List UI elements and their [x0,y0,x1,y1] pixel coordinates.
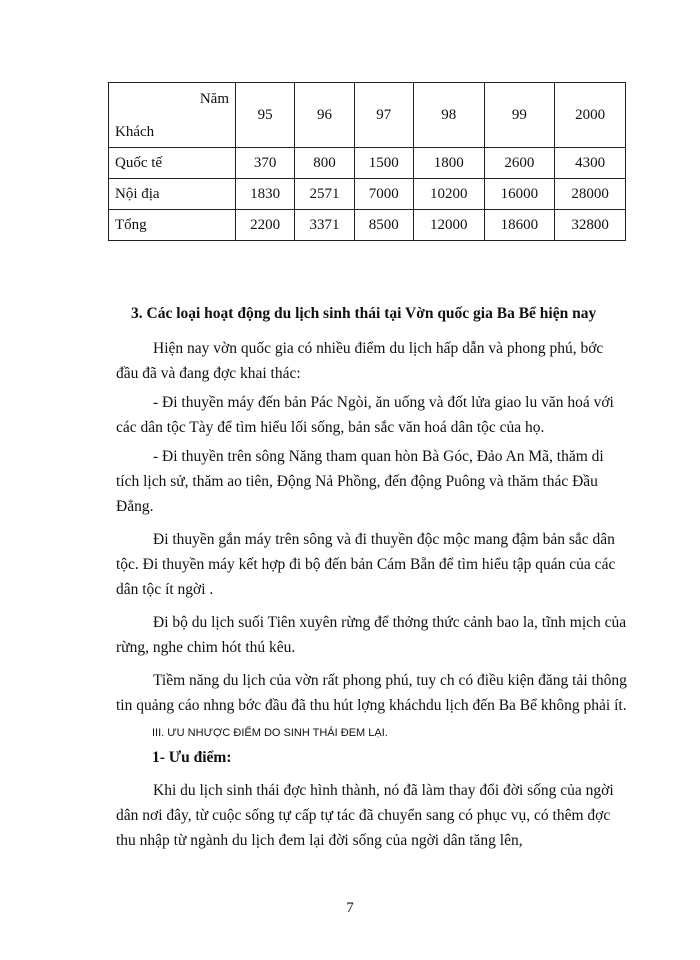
table-cell: 4300 [555,148,626,179]
table-row [109,148,626,179]
table-cell: 10200 [413,179,484,210]
paragraph: Hiện nay vờn quốc gia có nhiều điểm du lịch hấp dẫn và phong phú, bớc đầu đã và đang đợc khai thác: [116,340,604,382]
visitor-table [108,82,626,241]
table-cell: 7000 [354,179,413,210]
table-cell: 1830 [236,179,295,210]
table-cell: 32800 [555,210,626,241]
table-row [109,210,626,241]
table-cell: 18600 [484,210,555,241]
corner-visitor-label: Khách [115,124,155,140]
year-header: 96 [295,83,354,148]
year-header: 95 [236,83,295,148]
table-cell: 16000 [484,179,555,210]
paragraph: Đi bộ du lịch suối Tiên xuyên rừng để thởng thức cảnh bao la, tĩnh mịch của rừng, nghe chim hót thú kêu. [116,614,627,656]
corner-year-label: Năm [199,91,229,107]
year-header: 97 [354,83,413,148]
paragraph: - Đi thuyền máy đến bản Pác Ngòi, ăn uống và đốt lửa giao lu văn hoá với các dân tộc Tày để tìm hiểu lối sống, bản sắc văn hoá dân tộc của họ. [116,394,614,436]
table-cell: 12000 [413,210,484,241]
table-corner-cell [109,83,236,148]
table-cell: 2200 [236,210,295,241]
table-cell: 370 [236,148,295,179]
table-cell: 3371 [295,210,354,241]
table-cell: 800 [295,148,354,179]
table-row [109,179,626,210]
table-cell: 28000 [555,179,626,210]
row-label: Quốc tế [109,148,236,179]
body-text-block [116,336,628,718]
table-header-row [109,83,626,148]
year-header: 98 [413,83,484,148]
table-cell: 2600 [484,148,555,179]
paragraph: Khi du lịch sinh thái đợc hình thành, nó đã làm thay đổi đời sống của ngời dân nơi đây, từ cuộc sống tự cấp tự tác đã chuyển sang có phục vụ, có thêm đợc thu nhập từ ngành du lịch đem lại đời sống của ngời dân tăng lên, [116,782,614,849]
table-cell: 8500 [354,210,413,241]
table-cell: 1800 [413,148,484,179]
paragraph: - Đi thuyền trên sông Năng tham quan hòn Bà Góc, Đảo An Mã, thăm di tích lịch sử, thăm ao tiên, Động Nả Phồng, đến động Puông và thăm thác Đầu Đẳng. [116,448,604,515]
row-label: Nội địa [109,179,236,210]
paragraph: Đi thuyền gắn máy trên sông và đi thuyền độc mộc mang đậm bản sắc dân tộc. Đi thuyền máy kết hợp đi bộ đến bản Cám Bẵn để tìm hiểu tập quán của các dân tộc ít ngời . [116,531,616,598]
paragraph: Tiềm năng du lịch của vờn rất phong phú, tuy ch có điều kiện đăng tải thông tin quảng cáo nhng bớc đầu đã thu hút lợng kháchdu lịch đến Ba Bể không phải ít. [116,672,627,714]
subsection-heading: III. ƯU NHƯỢC ĐIỂM DO SINH THÁI ĐEM LẠI. [152,727,388,739]
page-number: 7 [346,900,354,916]
subsubsection-heading: 1- Ưu điểm: [152,749,232,766]
section-heading: 3. Các loại hoạt động du lịch sinh thái tại Vờn quốc gia Ba Bể hiện nay [131,305,597,322]
table-cell: 1500 [354,148,413,179]
row-label: Tổng [109,210,236,241]
year-header: 2000 [555,83,626,148]
year-header: 99 [484,83,555,148]
table-cell: 2571 [295,179,354,210]
final-text-block [116,778,628,853]
